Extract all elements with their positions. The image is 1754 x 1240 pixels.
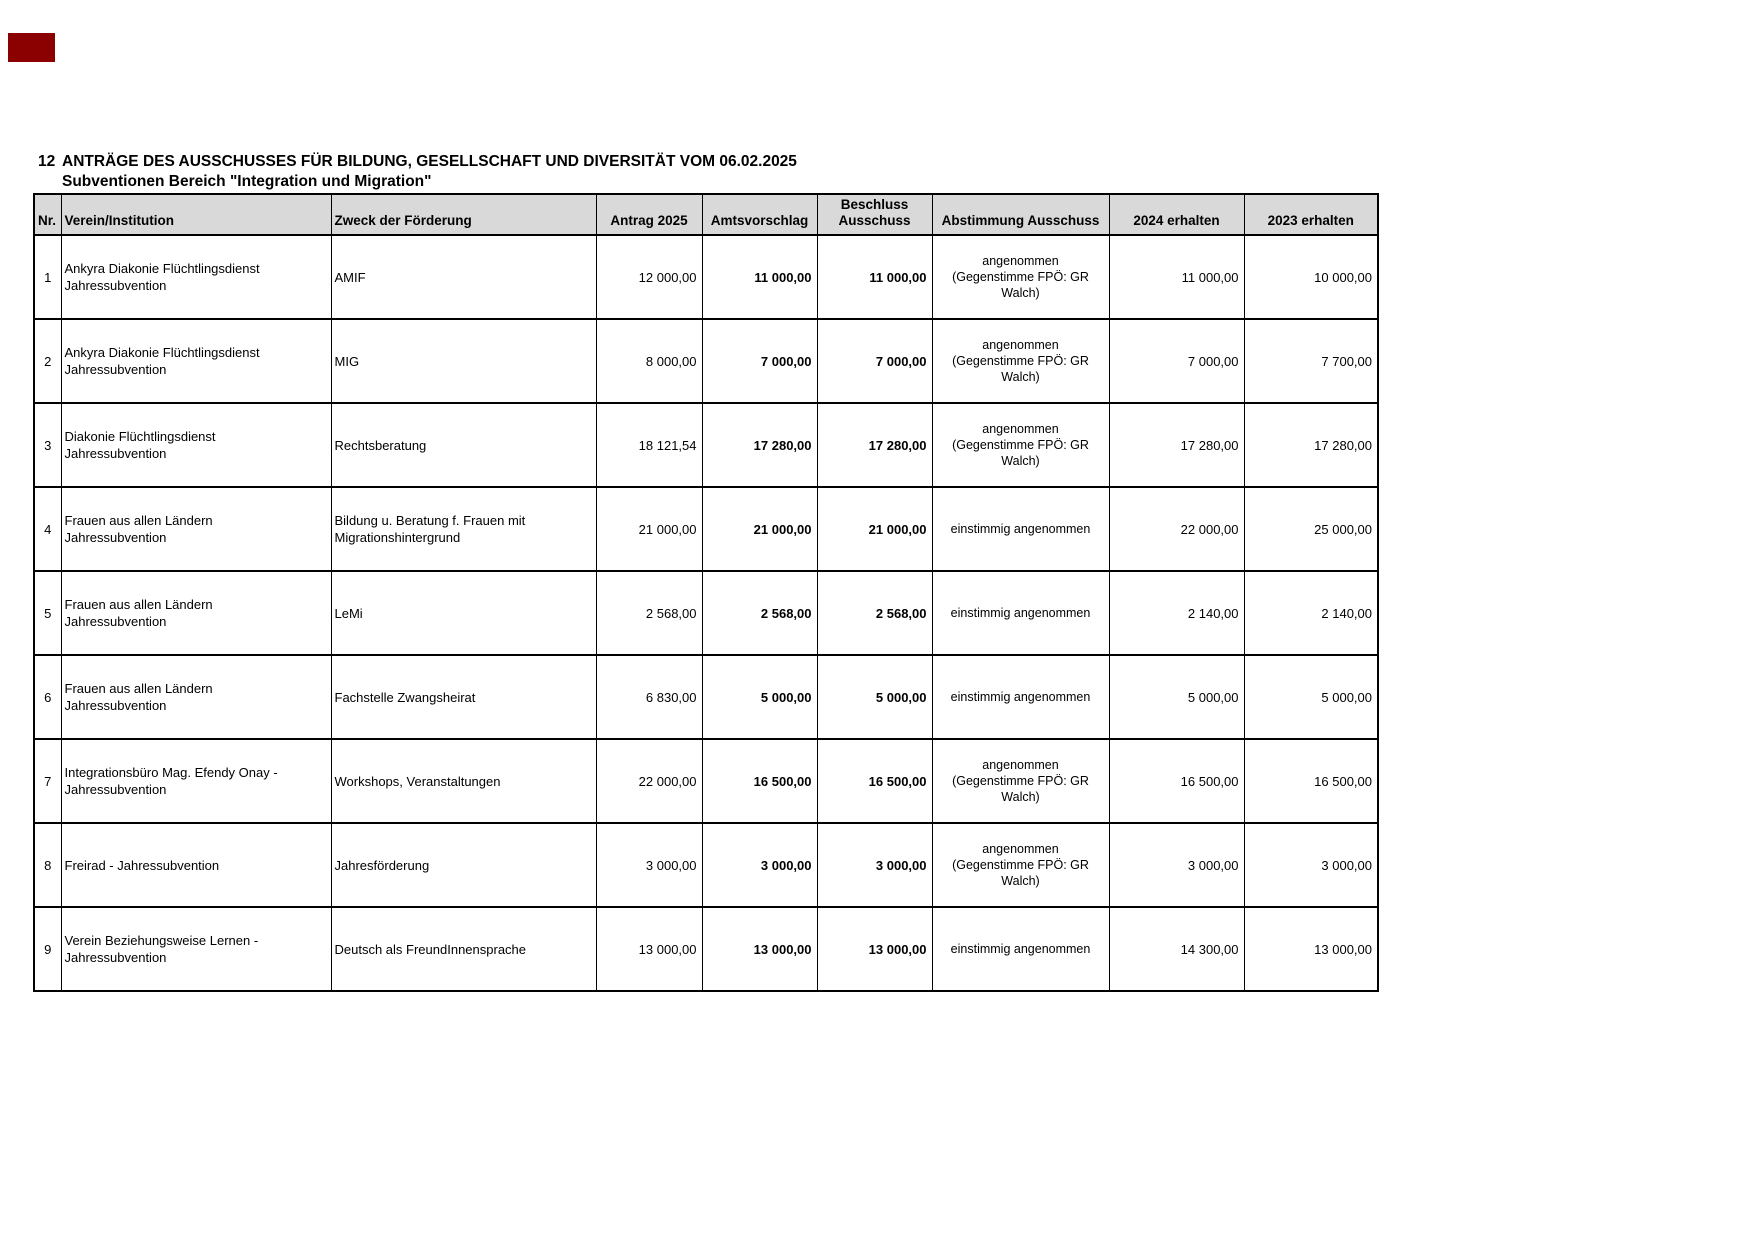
table-row <box>34 319 1378 403</box>
cell-beschluss-ausschuss <box>817 655 932 739</box>
cell-verein-institution <box>61 739 331 823</box>
verein-line-1: Verein Beziehungsweise Lernen - <box>64 933 259 948</box>
amtsvorschlag-value: 3 000,00 <box>760 857 812 873</box>
cell-2023-erhalten <box>1244 655 1378 739</box>
amtsvorschlag-value: 2 568,00 <box>760 605 812 621</box>
table-row <box>34 907 1378 991</box>
cell-abstimmung-ausschuss <box>932 907 1109 991</box>
subsidy-table <box>33 193 1379 992</box>
cell-amtsvorschlag <box>702 571 817 655</box>
zweck-text: Jahresförderung <box>334 857 430 873</box>
table-header <box>34 194 1378 235</box>
abstimmung-text: angenommen (Gegenstimme FPÖ: GR Walch) <box>952 758 1089 804</box>
document-heading <box>38 152 797 192</box>
cell-beschluss-ausschuss <box>817 235 932 319</box>
verein-line-2: Jahressubvention <box>64 698 167 713</box>
antrag-value: 13 000,00 <box>638 941 697 957</box>
erhalten-2024-value: 22 000,00 <box>1180 521 1239 537</box>
erhalten-2023-value: 3 000,00 <box>1321 857 1372 873</box>
cell-nr <box>34 487 61 571</box>
erhalten-2023-value: 2 140,00 <box>1321 605 1372 621</box>
verein-line-1: Frauen aus allen Ländern <box>64 597 213 612</box>
cell-2024-erhalten <box>1109 739 1244 823</box>
cell-amtsvorschlag <box>702 403 817 487</box>
beschluss-value: 21 000,00 <box>868 521 927 537</box>
cell-2024-erhalten <box>1109 823 1244 907</box>
cell-2024-erhalten <box>1109 655 1244 739</box>
cell-antrag-2025 <box>596 739 702 823</box>
col-header-abstimmung-ausschuss: Abstimmung Ausschuss <box>932 194 1109 235</box>
beschluss-value: 3 000,00 <box>875 857 927 873</box>
col-header-nr: Nr. <box>34 194 61 235</box>
cell-beschluss-ausschuss <box>817 907 932 991</box>
cell-antrag-2025 <box>596 235 702 319</box>
cell-zweck-der-foerderung <box>331 487 596 571</box>
verein-line-1: Frauen aus allen Ländern <box>64 681 213 696</box>
verein-line-1: Frauen aus allen Ländern <box>64 513 213 528</box>
row-number: 4 <box>44 521 52 537</box>
row-number: 3 <box>44 437 52 453</box>
cell-2024-erhalten <box>1109 235 1244 319</box>
cell-zweck-der-foerderung <box>331 403 596 487</box>
cell-2024-erhalten <box>1109 907 1244 991</box>
table-row <box>34 403 1378 487</box>
cell-abstimmung-ausschuss <box>932 655 1109 739</box>
cell-abstimmung-ausschuss <box>932 403 1109 487</box>
cell-zweck-der-foerderung <box>331 655 596 739</box>
verein-line-2: Jahressubvention <box>64 950 167 965</box>
antrag-value: 2 568,00 <box>645 605 697 621</box>
cell-zweck-der-foerderung <box>331 235 596 319</box>
amtsvorschlag-value: 21 000,00 <box>753 521 812 537</box>
zweck-text: Workshops, Veranstaltungen <box>334 773 501 789</box>
cell-beschluss-ausschuss <box>817 487 932 571</box>
cell-verein-institution <box>61 823 331 907</box>
erhalten-2023-value: 13 000,00 <box>1314 941 1372 957</box>
cell-2023-erhalten <box>1244 487 1378 571</box>
cell-abstimmung-ausschuss <box>932 319 1109 403</box>
agenda-item-number: 12 <box>38 153 56 170</box>
cell-verein-institution <box>61 907 331 991</box>
cell-antrag-2025 <box>596 823 702 907</box>
cell-zweck-der-foerderung <box>331 571 596 655</box>
cell-verein-institution <box>61 487 331 571</box>
cell-abstimmung-ausschuss <box>932 487 1109 571</box>
cell-abstimmung-ausschuss <box>932 571 1109 655</box>
verein-line-2: Jahressubvention <box>64 530 167 545</box>
erhalten-2024-value: 7 000,00 <box>1187 353 1239 369</box>
verein-line-1: Diakonie Flüchtlingsdienst <box>64 429 216 444</box>
beschluss-value: 16 500,00 <box>868 773 927 789</box>
document-title: ANTRÄGE DES AUSSCHUSSES FÜR BILDUNG, GESELLSCHAFT UND DIVERSITÄT VOM 06.02.2025 <box>62 153 797 170</box>
antrag-value: 6 830,00 <box>645 689 697 705</box>
document-subtitle: Subventionen Bereich "Integration und Migration" <box>62 173 432 190</box>
zweck-text: AMIF <box>334 269 366 285</box>
verein-line-1: Ankyra Diakonie Flüchtlingsdienst <box>64 261 260 276</box>
cell-beschluss-ausschuss <box>817 823 932 907</box>
cell-nr <box>34 235 61 319</box>
cell-antrag-2025 <box>596 655 702 739</box>
cell-verein-institution <box>61 571 331 655</box>
zweck-text: Deutsch als FreundInnensprache <box>334 941 527 957</box>
abstimmung-text: einstimmig angenommen <box>950 942 1091 956</box>
row-number: 2 <box>44 353 52 369</box>
cell-2023-erhalten <box>1244 319 1378 403</box>
verein-line-1: Freirad - Jahressubvention <box>64 857 220 873</box>
erhalten-2024-value: 17 280,00 <box>1180 437 1239 453</box>
col-header-beschluss-ausschuss: Beschluss Ausschuss <box>817 194 932 235</box>
col-header-amtsvorschlag: Amtsvorschlag <box>702 194 817 235</box>
cell-antrag-2025 <box>596 403 702 487</box>
verein-line-2: Jahressubvention <box>64 446 167 461</box>
col-header-2023-erhalten: 2023 erhalten <box>1244 194 1378 235</box>
abstimmung-text: angenommen (Gegenstimme FPÖ: GR Walch) <box>952 338 1089 384</box>
cell-antrag-2025 <box>596 571 702 655</box>
col-header-antrag-2025: Antrag 2025 <box>596 194 702 235</box>
erhalten-2023-value: 17 280,00 <box>1314 437 1372 453</box>
cell-beschluss-ausschuss <box>817 403 932 487</box>
erhalten-2024-value: 14 300,00 <box>1180 941 1239 957</box>
cell-amtsvorschlag <box>702 319 817 403</box>
cell-zweck-der-foerderung <box>331 907 596 991</box>
cell-antrag-2025 <box>596 907 702 991</box>
cell-2023-erhalten <box>1244 571 1378 655</box>
table-body <box>34 235 1378 991</box>
cell-verein-institution <box>61 319 331 403</box>
amtsvorschlag-value: 13 000,00 <box>753 941 812 957</box>
cell-2023-erhalten <box>1244 403 1378 487</box>
antrag-value: 12 000,00 <box>638 269 697 285</box>
erhalten-2023-value: 5 000,00 <box>1321 689 1372 705</box>
verein-line-2: Jahressubvention <box>64 362 167 377</box>
cell-2024-erhalten <box>1109 571 1244 655</box>
amtsvorschlag-value: 7 000,00 <box>760 353 812 369</box>
antrag-value: 3 000,00 <box>645 857 697 873</box>
cell-abstimmung-ausschuss <box>932 235 1109 319</box>
cell-nr <box>34 739 61 823</box>
table-header-row <box>34 194 1378 235</box>
cell-verein-institution <box>61 235 331 319</box>
cell-amtsvorschlag <box>702 823 817 907</box>
cell-zweck-der-foerderung <box>331 823 596 907</box>
table-row <box>34 739 1378 823</box>
antrag-value: 22 000,00 <box>638 773 697 789</box>
table-row <box>34 655 1378 739</box>
cell-amtsvorschlag <box>702 487 817 571</box>
row-number: 1 <box>44 269 52 285</box>
col-header-verein: Verein/Institution <box>61 194 331 235</box>
antrag-value: 18 121,54 <box>638 437 697 453</box>
cell-zweck-der-foerderung <box>331 739 596 823</box>
cell-nr <box>34 319 61 403</box>
erhalten-2024-value: 3 000,00 <box>1187 857 1239 873</box>
redaction-box <box>8 33 55 62</box>
abstimmung-text: angenommen (Gegenstimme FPÖ: GR Walch) <box>952 422 1089 468</box>
verein-line-1: Ankyra Diakonie Flüchtlingsdienst <box>64 345 260 360</box>
row-number: 7 <box>44 773 52 789</box>
abstimmung-text: einstimmig angenommen <box>950 522 1091 536</box>
row-number: 5 <box>44 605 52 621</box>
cell-2024-erhalten <box>1109 319 1244 403</box>
zweck-text: Rechtsberatung <box>334 437 427 453</box>
antrag-value: 8 000,00 <box>645 353 697 369</box>
cell-2023-erhalten <box>1244 235 1378 319</box>
antrag-value: 21 000,00 <box>638 521 697 537</box>
erhalten-2023-value: 25 000,00 <box>1314 521 1372 537</box>
erhalten-2024-value: 11 000,00 <box>1181 269 1239 285</box>
cell-2023-erhalten <box>1244 739 1378 823</box>
cell-beschluss-ausschuss <box>817 739 932 823</box>
verein-line-2: Jahressubvention <box>64 614 167 629</box>
cell-nr <box>34 655 61 739</box>
verein-line-2: Jahressubvention <box>64 782 167 797</box>
heading-text <box>62 152 797 192</box>
erhalten-2023-value: 7 700,00 <box>1321 353 1372 369</box>
cell-amtsvorschlag <box>702 907 817 991</box>
table-row <box>34 571 1378 655</box>
cell-nr <box>34 403 61 487</box>
cell-abstimmung-ausschuss <box>932 739 1109 823</box>
col-header-2024-erhalten: 2024 erhalten <box>1109 194 1244 235</box>
cell-2024-erhalten <box>1109 487 1244 571</box>
cell-abstimmung-ausschuss <box>932 823 1109 907</box>
cell-beschluss-ausschuss <box>817 571 932 655</box>
cell-amtsvorschlag <box>702 655 817 739</box>
table-row <box>34 235 1378 319</box>
cell-verein-institution <box>61 655 331 739</box>
col-header-zweck: Zweck der Förderung <box>331 194 596 235</box>
beschluss-value: 2 568,00 <box>875 605 927 621</box>
cell-antrag-2025 <box>596 319 702 403</box>
zweck-text: Fachstelle Zwangsheirat <box>334 689 476 705</box>
erhalten-2023-value: 16 500,00 <box>1314 773 1372 789</box>
zweck-text: MIG <box>334 353 360 369</box>
amtsvorschlag-value: 17 280,00 <box>753 437 812 453</box>
erhalten-2023-value: 10 000,00 <box>1314 269 1372 285</box>
cell-nr <box>34 823 61 907</box>
table-row <box>34 487 1378 571</box>
cell-beschluss-ausschuss <box>817 319 932 403</box>
cell-amtsvorschlag <box>702 739 817 823</box>
beschluss-value: 13 000,00 <box>868 941 927 957</box>
zweck-text: LeMi <box>334 605 363 621</box>
beschluss-value: 17 280,00 <box>868 437 927 453</box>
erhalten-2024-value: 16 500,00 <box>1180 773 1239 789</box>
cell-2024-erhalten <box>1109 403 1244 487</box>
cell-verein-institution <box>61 403 331 487</box>
amtsvorschlag-value: 16 500,00 <box>753 773 812 789</box>
beschluss-value: 5 000,00 <box>875 689 927 705</box>
row-number: 6 <box>44 689 52 705</box>
amtsvorschlag-value: 5 000,00 <box>760 689 812 705</box>
erhalten-2024-value: 5 000,00 <box>1187 689 1239 705</box>
beschluss-value: 7 000,00 <box>875 353 927 369</box>
cell-amtsvorschlag <box>702 235 817 319</box>
cell-zweck-der-foerderung <box>331 319 596 403</box>
cell-2023-erhalten <box>1244 823 1378 907</box>
cell-antrag-2025 <box>596 487 702 571</box>
abstimmung-text: angenommen (Gegenstimme FPÖ: GR Walch) <box>952 254 1089 300</box>
row-number: 9 <box>44 941 52 957</box>
verein-line-2: Jahressubvention <box>64 278 167 293</box>
row-number: 8 <box>44 857 52 873</box>
beschluss-value: 11 000,00 <box>869 269 927 285</box>
verein-line-1: Integrationsbüro Mag. Efendy Onay - <box>64 765 278 780</box>
cell-nr <box>34 571 61 655</box>
abstimmung-text: einstimmig angenommen <box>950 606 1091 620</box>
abstimmung-text: angenommen (Gegenstimme FPÖ: GR Walch) <box>952 842 1089 888</box>
amtsvorschlag-value: 11 000,00 <box>754 269 812 285</box>
table-row <box>34 823 1378 907</box>
zweck-text: Bildung u. Beratung f. Frauen mit Migrationshintergrund <box>334 513 526 545</box>
cell-2023-erhalten <box>1244 907 1378 991</box>
erhalten-2024-value: 2 140,00 <box>1187 605 1239 621</box>
cell-nr <box>34 907 61 991</box>
abstimmung-text: einstimmig angenommen <box>950 690 1091 704</box>
